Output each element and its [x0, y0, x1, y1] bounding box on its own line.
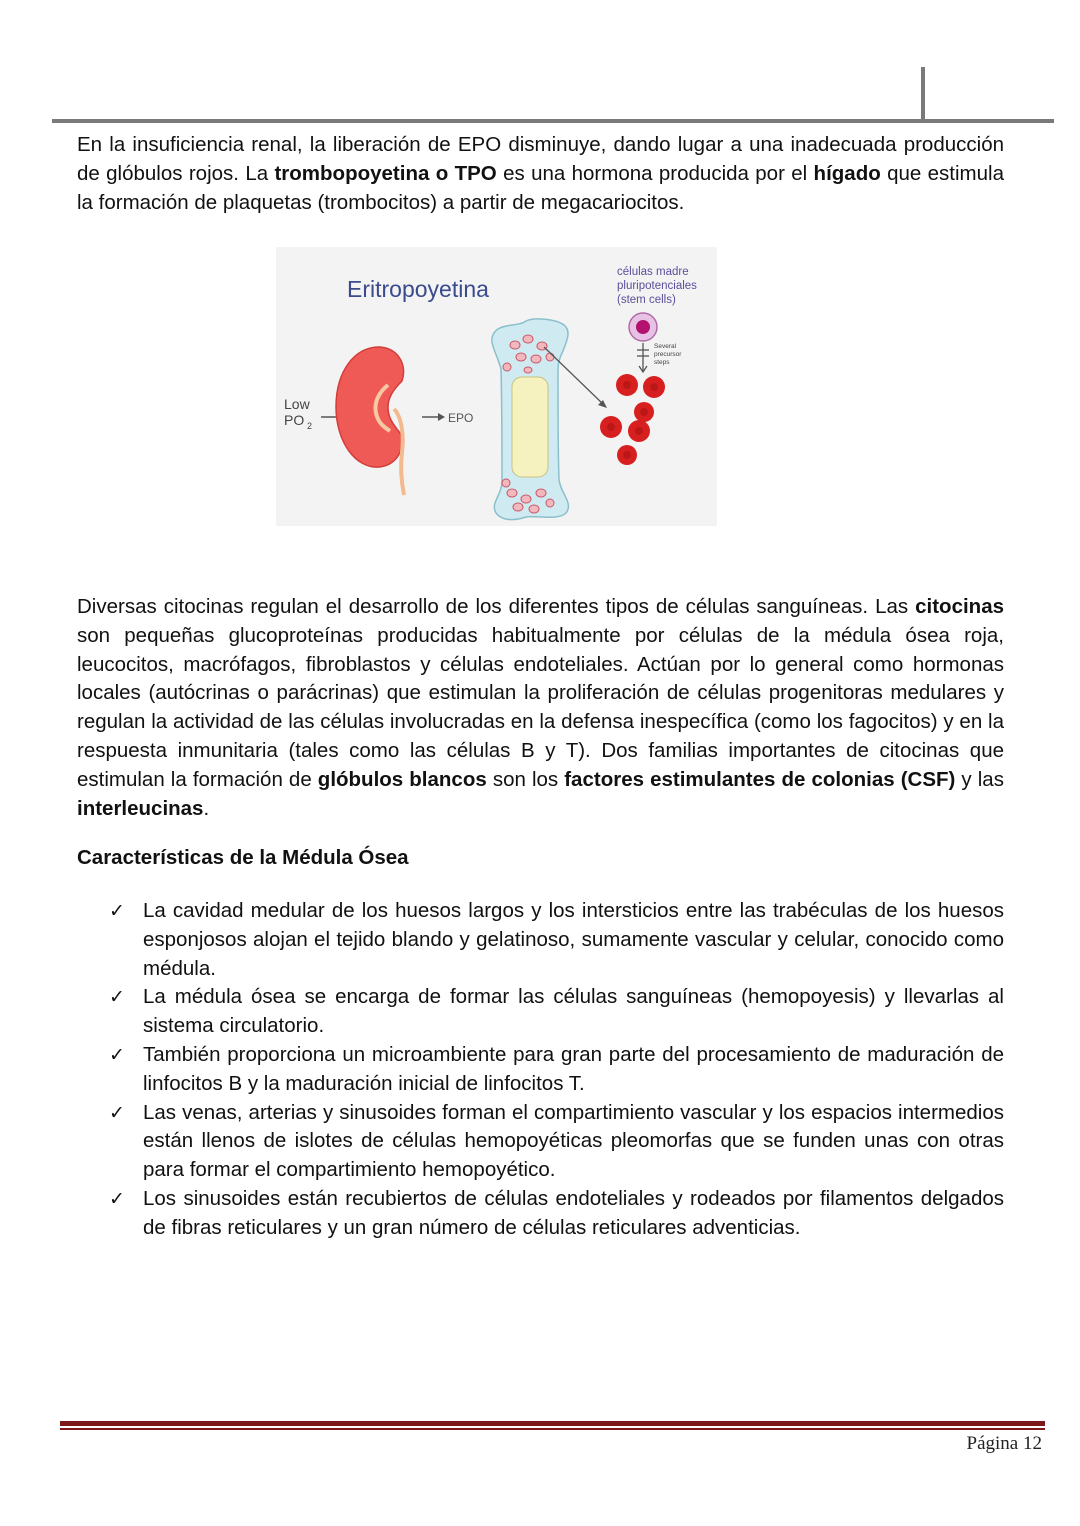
footer-rule [60, 1421, 1045, 1426]
po2-subscript: 2 [307, 421, 313, 431]
list-item: ✓ La cavidad medular de los huesos largos y los intersticios entre las trabéculas de los huesos esponjosos alojan el tejido blando y gelatinoso, sumamente vascular y celular, conocido como médula. [109, 899, 1004, 980]
list-item: ✓ También proporciona un microambiente para gran parte del procesamiento de maduración de linfocitos B y la maduración inicial de linfocitos T. [109, 1042, 1004, 1095]
several-steps-label-1: Several [654, 343, 677, 350]
stem-cells-label-1: células madre [617, 266, 689, 278]
checkmark-icon: ✓ [109, 900, 125, 922]
several-steps-label-3: steps [654, 359, 670, 366]
stem-cells-label-2: pluripotenciales [617, 280, 697, 292]
header-rule [52, 119, 1054, 123]
stem-cells-label-3: (stem cells) [617, 294, 676, 306]
header-rule-tick [921, 67, 925, 121]
checkmark-icon: ✓ [109, 1043, 125, 1066]
page-number: Página 12 [966, 1433, 1042, 1454]
stem-cell-icon [629, 313, 657, 341]
low-label: Low [284, 396, 310, 412]
checkmark-icon: ✓ [109, 986, 125, 1009]
epo-label: EPO [448, 411, 474, 425]
checkmark-icon: ✓ [109, 1101, 125, 1124]
several-steps-label-2: precursor [654, 351, 682, 358]
erythropoietin-figure [276, 247, 717, 526]
bone-marrow-checklist [109, 897, 1004, 1243]
paragraph-epo-tpo: En la insuficiencia renal, la liberación de EPO disminuye, dando lugar a una inadecuada producción de glóbulos rojos. La trombopoyetina o TPO es una hormona producida por el hígado que estimula la formación de plaquetas (trombocitos) a partir de megacariocitos. [77, 133, 1004, 214]
epo-arrow-icon [422, 413, 445, 421]
precursor-arrow-icon [637, 343, 649, 372]
list-item: ✓ Las venas, arterias y sinusoides forman el compartimiento vascular y los espacios intermedios están llenos de islotes de células hemopoyéticas pleomorfas que se funden unas con otras para formar el compartimiento hemopoyético. [109, 1100, 1004, 1182]
po2-label: PO [284, 412, 305, 428]
list-item: ✓ Los sinusoides están recubiertos de células endoteliales y rodeados por filamentos delgados de fibras reticulares y un gran número de células reticulares adventicias. [109, 1186, 1004, 1239]
footer-rule-thin [60, 1428, 1045, 1430]
bone-marrow-icon [492, 319, 569, 520]
figure-title: Eritropoyetina [347, 276, 489, 302]
list-item: ✓ La médula ósea se encarga de formar las células sanguíneas (hemopoyesis) y llevarlas al sistema circulatorio. [109, 985, 1004, 1038]
checkmark-icon: ✓ [109, 1187, 125, 1210]
paragraph-citocinas: Diversas citocinas regulan el desarrollo de los diferentes tipos de células sanguíneas. Las citocinas son pequeñas glucoproteínas producidas habitualmente por células de la médula ósea roja, leucocitos, macrófagos, fibroblastos y células endoteliales. Actúan por lo general como hormonas locales (autócrinas o parácrinas) que estimulan la proliferación de células progenitoras medulares y regulan la actividad de las células involucradas en la defensa inespecífica (como los fagocitos) y en la respuesta inmunitaria (tales como las células B y T). Dos familias importantes de citocinas que estimulan la formación de glóbulos blancos son los factores estimulantes de colonias (CSF) y las interleucinas. [77, 595, 1004, 820]
kidney-icon [336, 347, 404, 495]
section-heading: Características de la Médula Ósea [77, 846, 409, 869]
